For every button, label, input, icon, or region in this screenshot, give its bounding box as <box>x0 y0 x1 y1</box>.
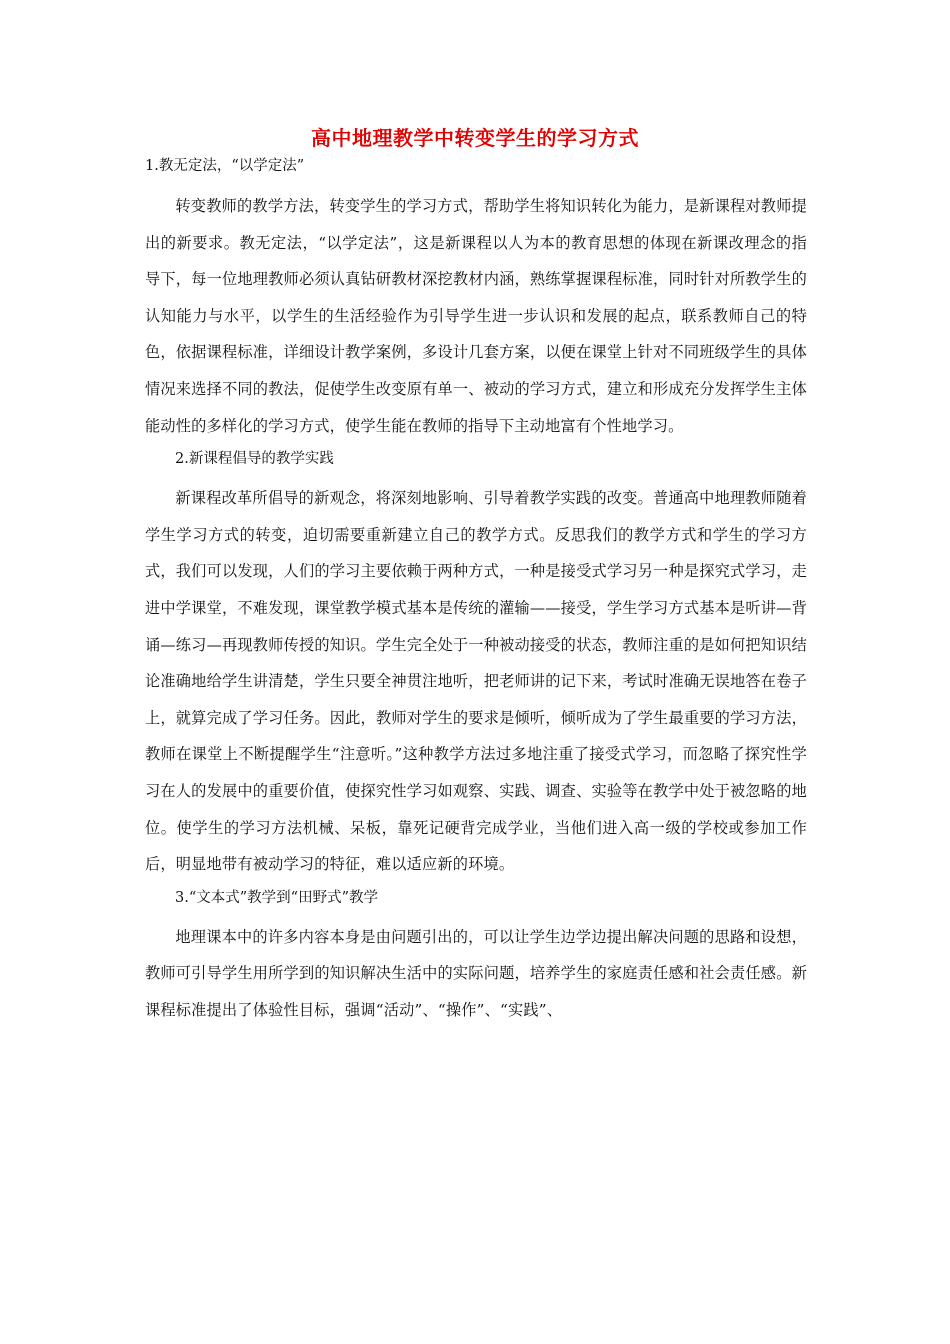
section-paragraph-3: 地理课本中的许多内容本身是由问题引出的，可以让学生边学边提出解决问题的思路和设想，教师可引导学生用所学到的知识解决生活中的实际问题，培养学生的家庭责任感和社会责任感。新课程标准提出了体验性目标，强调“活动”、“操作”、“实践”、 <box>145 927 807 1019</box>
section-paragraph-2: 新课程改革所倡导的新观念，将深刻地影响、引导着教学实践的改变。普通高中地理教师随着学生学习方式的转变，迫切需要重新建立自己的教学方式。反思我们的教学方式和学生的学习方式，我们可以发现，人们的学习主要依赖于两种方式，一种是接受式学习另一种是探究式学习，走进中学课堂，不难发现，课堂教学模式基本是传统的灌输——接受，学生学习方式基本是听讲—背诵—练习—再现教师传授的知识。学生完全处于一种被动接受的状态，教师注重的是如何把知识结论准确地给学生讲清楚，学生只要全神贯注地听，把老师讲的记下来，考试时准确无误地答在卷子上，就算完成了学习任务。因此，教师对学生的要求是倾听，倾听成为了学生最重要的学习方法，教师在课堂上不断提醒学生“注意听。”这种教学方法过多地注重了接受式学习，而忽略了探究性学习在人的发展中的重要价值，使探究性学习如观察、实践、调查、实验等在教学中处于被忽略的地位。使学生的学习方法机械、呆板，靠死记硬背完成学业，当他们进入高一级的学校或参加工作后，明显地带有被动学习的特征，难以适应新的环境。 <box>145 489 807 874</box>
section-paragraph-1: 转变教师的教学方法，转变学生的学习方式，帮助学生将知识转化为能力，是新课程对教师提出的新要求。教无定法，“以学定法”，这是新课程以人为本的教育思想的体现在新课改理念的指导下，每一位地理教师必须认真钻研教材深挖教材内涵，熟练掌握课程标准，同时针对所教学生的认知能力与水平，以学生的生活经验作为引导学生进一步认识和发展的起点，联系教师自己的特色，依据课程标准，详细设计教学案例，多设计几套方案，以便在课堂上针对不同班级学生的具体情况来选择不同的教法，促使学生改变原有单一、被动的学习方式，建立和形成充分发挥学生主体能动性的多样化的学习方式，使学生能在教师的指导下主动地富有个性地学习。 <box>145 197 807 435</box>
document-title: 高中地理教学中转变学生的学习方式 <box>311 126 639 150</box>
section-heading-3: 3.“文本式”教学到“田野式”教学 <box>175 889 378 906</box>
section-heading-1: 1.教无定法，“以学定法” <box>145 158 305 174</box>
section-heading-2: 2.新课程倡导的教学实践 <box>175 451 334 468</box>
document-body <box>145 156 807 1033</box>
